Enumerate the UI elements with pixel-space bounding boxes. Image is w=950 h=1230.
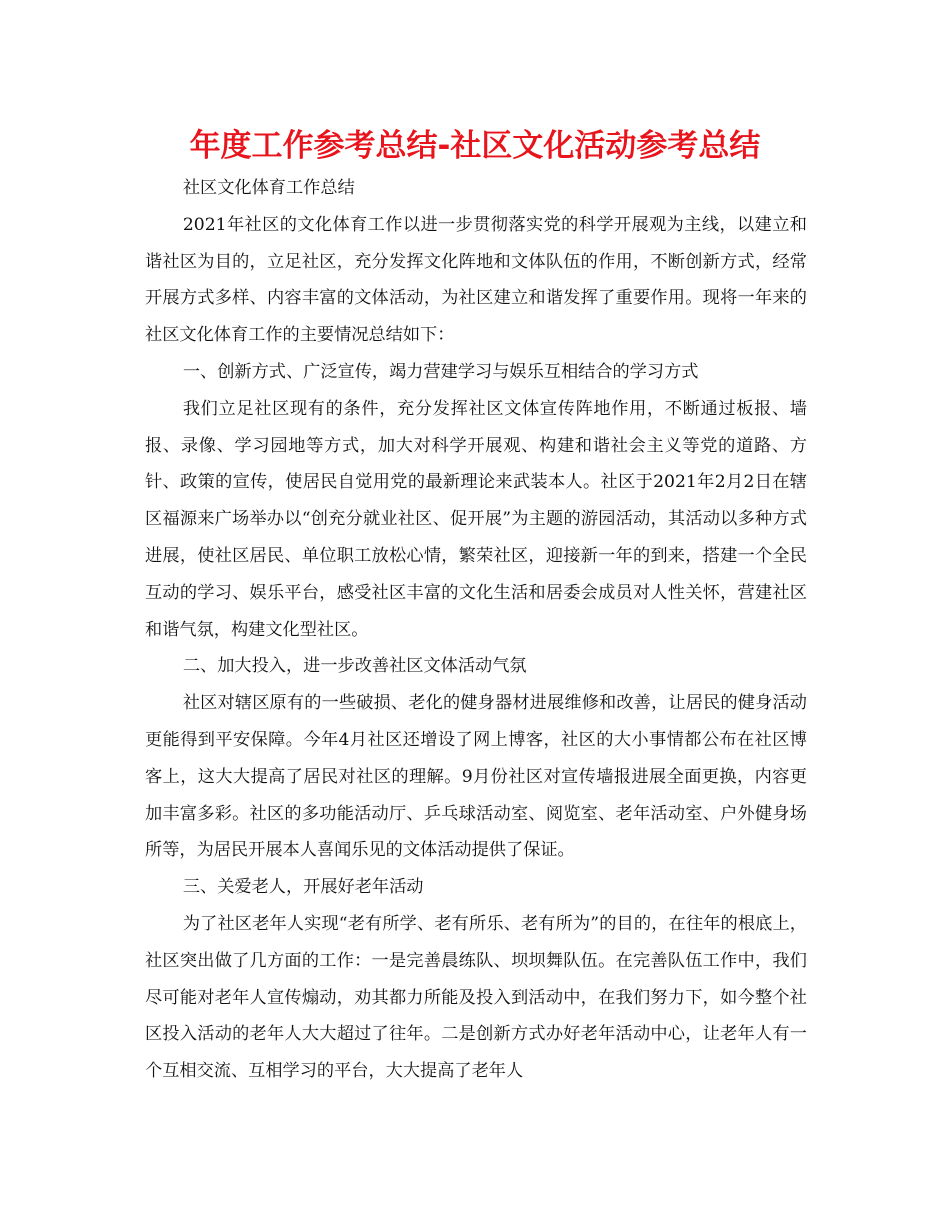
section-heading-subtitle: 社区文化体育工作总结 [182, 178, 355, 198]
paragraph-section-3: 为了社区老年人实现“老有所学、老有所乐、老有所为”的目的，在往年的根底上，社区突出做了几方面的工作：一是完善晨练队、坝坝舞队伍。在完善队伍工作中，我们尽可能对老年人宣传煽动，劝其都力所能及投入到活动中，在我们努力下，如今整个社区投入活动的老年人大大超过了往年。二是创新方式办好老年活动中心，让老年人有一个互相交流、互相学习的平台，大大提高了老年人 [145, 913, 807, 1082]
document-body [145, 170, 807, 1090]
section-heading-2: 二、加大投入，进一步改善社区文体活动气氛 [182, 656, 527, 677]
paragraph-intro: 2021年社区的文化体育工作以进一步贯彻落实党的科学开展观为主线，以建立和谐社区为目的，立足社区，充分发挥文化阵地和文体队伍的作用，不断创新方式，经常开展方式多样、内容丰富的文体活动，为社区建立和谐发挥了重要作用。现将一年来的社区文化体育工作的主要情况总结如下： [145, 214, 807, 346]
section-heading-1: 一、创新方式、广泛宣传，竭力营建学习与娱乐互相结合的学习方式 [182, 361, 699, 382]
section-heading-3: 三、关爱老人，开展好老年活动 [182, 877, 424, 898]
paragraph-section-2: 社区对辖区原有的一些破损、老化的健身器材进展维修和改善，让居民的健身活动更能得到平安保障。今年4月社区还增设了网上博客，社区的大小事情都公布在社区博客上，这大大提高了居民对社区的理解。9月份社区对宣传墙报进展全面更换，内容更加丰富多彩。社区的多功能活动厅、乒乓球活动室、阅览室、老年活动室、户外健身场所等，为居民开展本人喜闻乐见的文体活动提供了保证。 [145, 693, 807, 861]
paragraph-section-1: 我们立足社区现有的条件，充分发挥社区文体宣传阵地作用，不断通过板报、墙报、录像、学习园地等方式，加大对科学开展观、构建和谐社会主义等党的道路、方针、政策的宣传，使居民自觉用党的最新理论来武装本人。社区于2021年2月2日在辖区福源来广场举办以“创充分就业社区、促开展”为主题的游园活动，其活动以多种方式进展，使社区居民、单位职工放松心情，繁荣社区，迎接新一年的到来，搭建一个全民互动的学习、娱乐平台，感受社区丰富的文化生活和居委会成员对人性关怀，营建社区和谐气氛，构建文化型社区。 [145, 398, 807, 640]
document-title: 年度工作参考总结-社区文化活动参考总结 [189, 128, 761, 164]
